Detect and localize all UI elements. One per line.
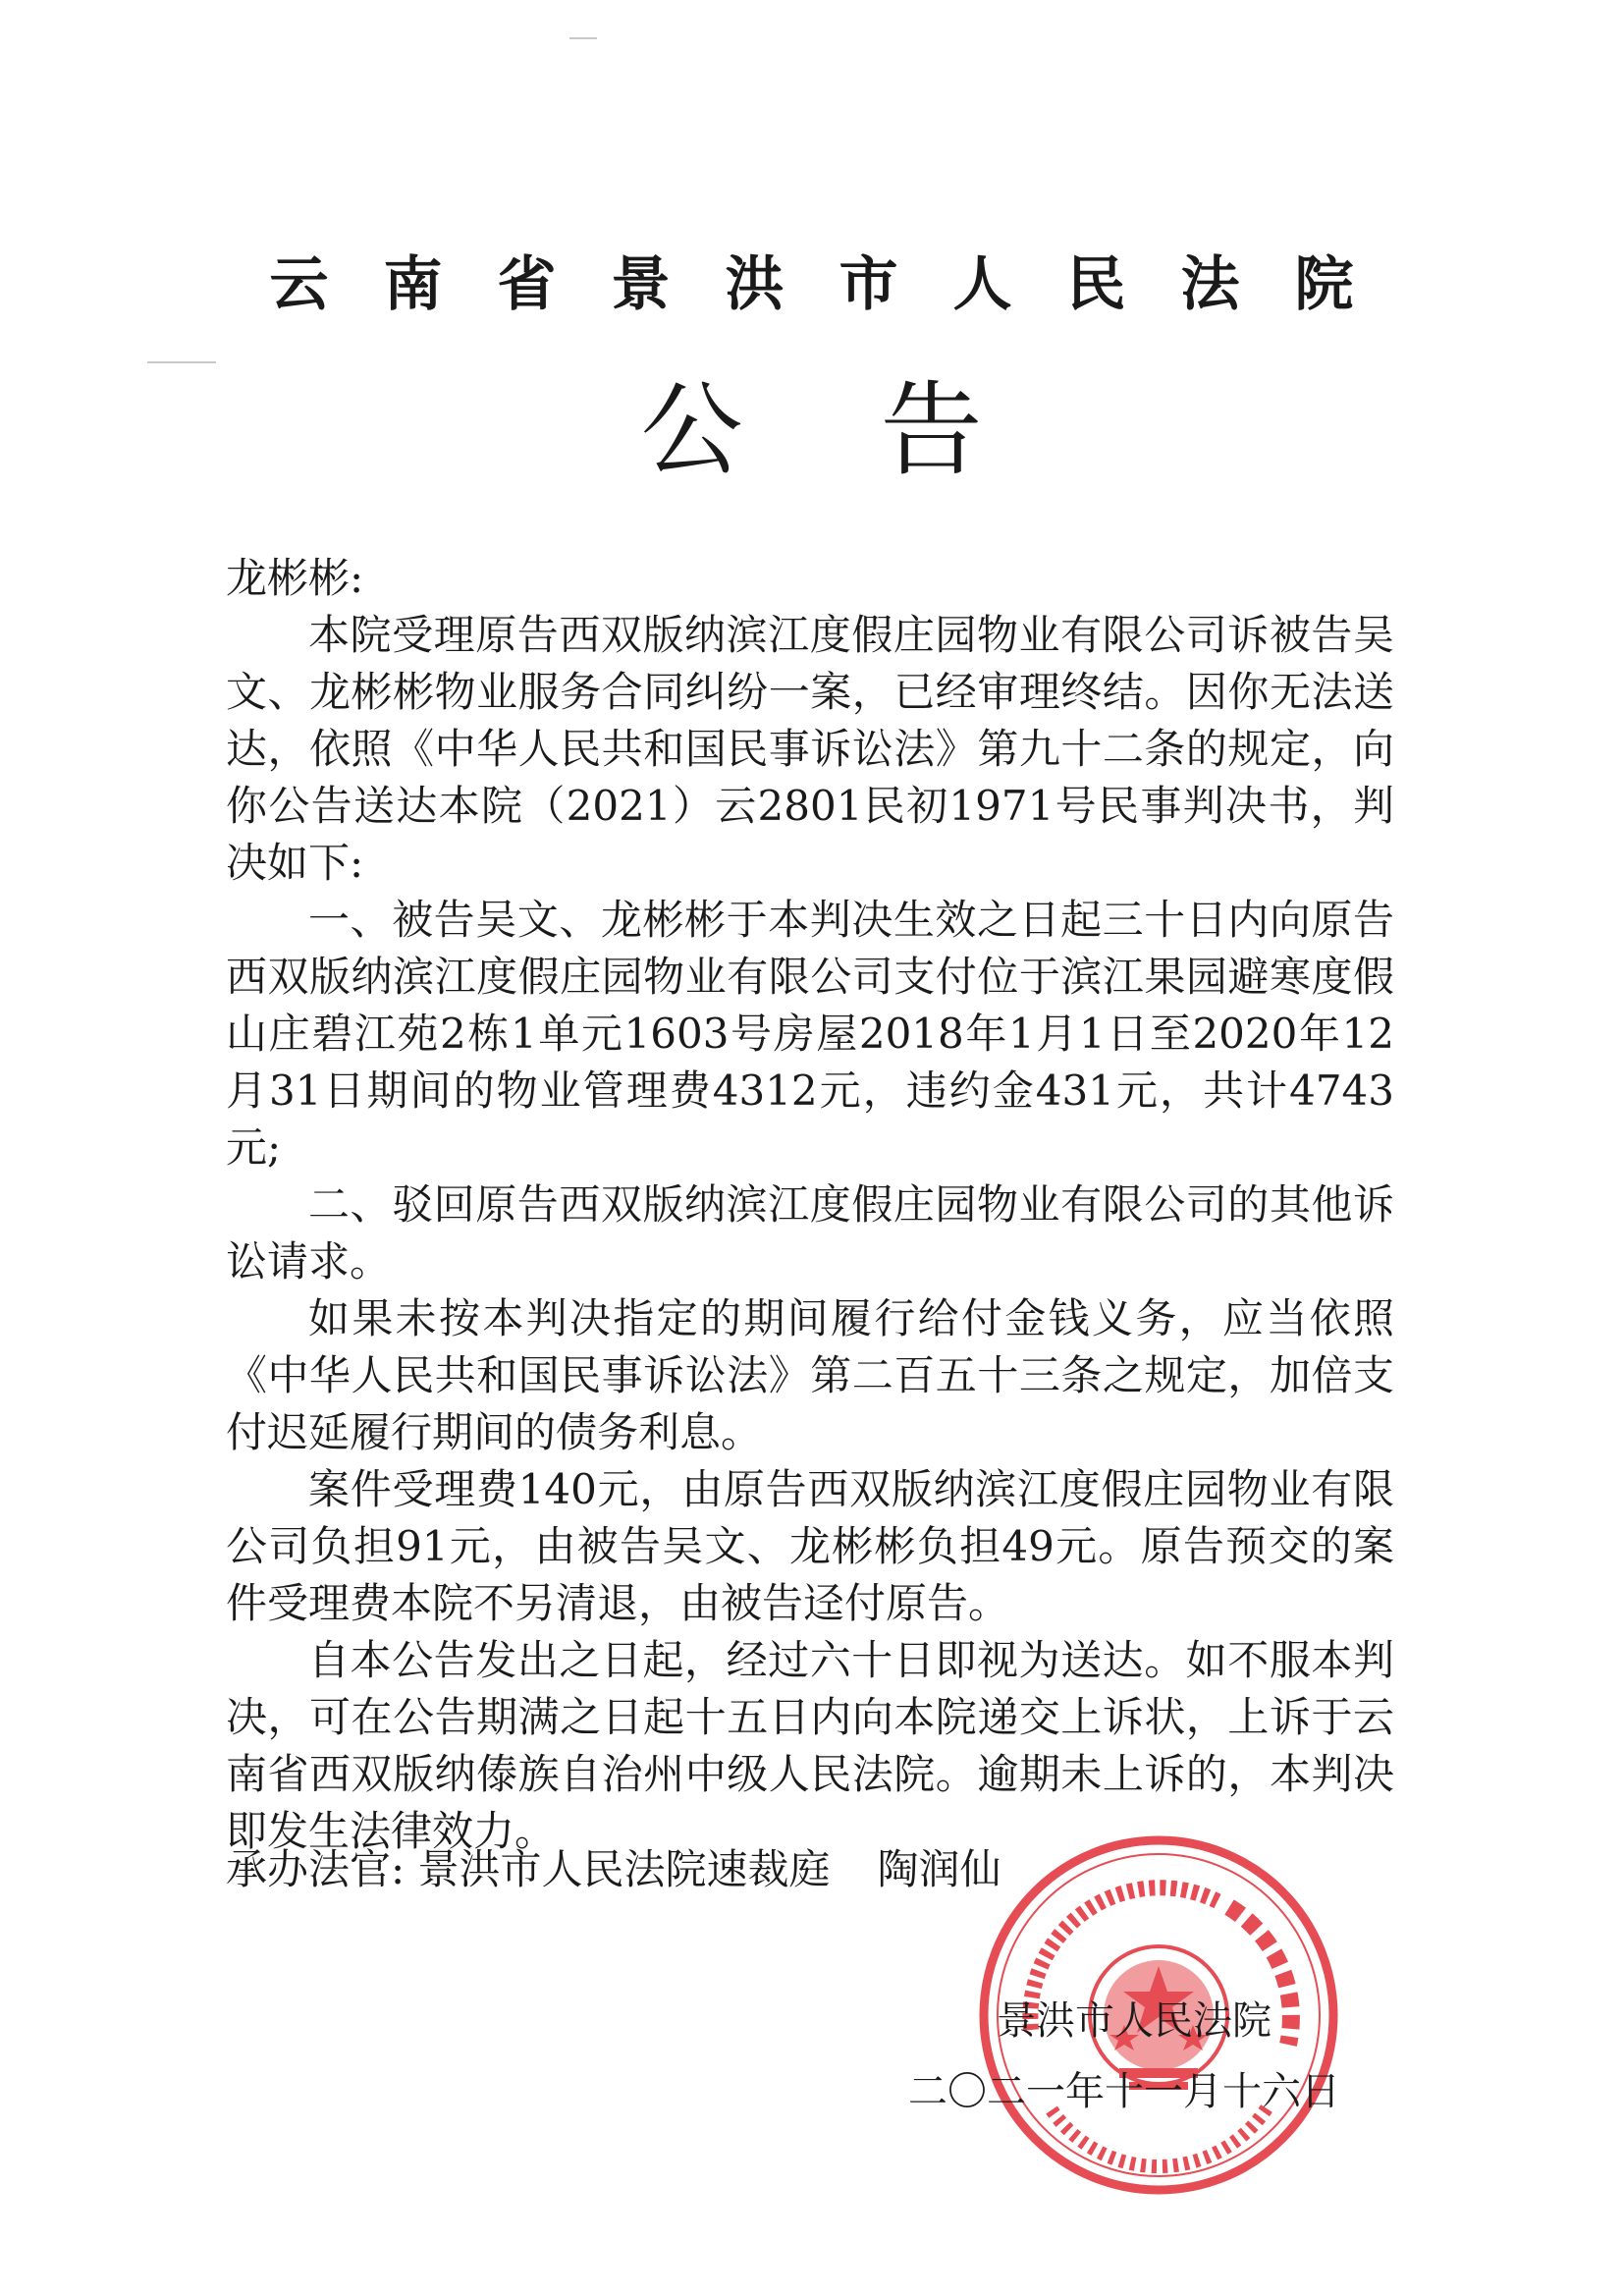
paragraph-case-intro: 本院受理原告西双版纳滨江度假庄园物业有限公司诉被告吴文、龙彬彬物业服务合同纠纷一案，已经审理终结。因你无法送达，依照《中华人民共和国民事诉讼法》第九十二条的规定，向你公告送达本院（2021）云2801民初1971号民事判决书，判决如下:: [226, 611, 1394, 887]
presiding-judge-line: [226, 1841, 1001, 1898]
judge-division: 景洪市人民法院速裁庭: [417, 1845, 831, 1893]
addressee: 龙彬彬:: [226, 554, 364, 602]
issuing-court: 景洪市人民法院: [997, 1998, 1271, 2044]
scan-speck: [147, 361, 216, 363]
paragraph-late-payment: 如果未按本判决指定的期间履行给付金钱义务，应当依照《中华人民共和国民事诉讼法》第二百五十三条之规定，加倍支付迟延履行期间的债务利息。: [226, 1294, 1394, 1456]
judge-label: 承办法官:: [226, 1845, 406, 1893]
paragraph-judgment-item-1: 一、被告吴文、龙彬彬于本判决生效之日起三十日内向原告西双版纳滨江度假庄园物业有限公司支付位于滨江果园避寒度假山庄碧江苑2栋1单元1603号房屋2018年1月1日至2020年12月31日期间的物业管理费4312元，违约金431元，共计4743元;: [226, 896, 1394, 1172]
judge-name: 陶润仙: [877, 1845, 1001, 1893]
scan-speck: [569, 37, 597, 39]
paragraph-case-fee: 案件受理费140元，由原告西双版纳滨江度假庄园物业有限公司负担91元，由被告吴文、龙彬彬负担49元。原告预交的案件受理费本院不另清退，由被告迳付原告。: [226, 1465, 1394, 1627]
paragraph-service-appeal: 自本公告发出之日起，经过六十日即视为送达。如不服本判决，可在公告期满之日起十五日内向本院递交上诉状，上诉于云南省西双版纳傣族自治州中级人民法院。逾期未上诉的，本判决即发生法律效力。: [226, 1636, 1394, 1855]
court-name: 云南省景洪市人民法院: [269, 250, 1409, 319]
announcement-body: [226, 550, 1394, 1860]
issue-date: 二〇二一年十一月十六日: [908, 2069, 1340, 2114]
document-title: 公告: [640, 370, 1120, 490]
paragraph-judgment-item-2: 二、驳回原告西双版纳滨江度假庄园物业有限公司的其他诉讼请求。: [226, 1180, 1394, 1285]
